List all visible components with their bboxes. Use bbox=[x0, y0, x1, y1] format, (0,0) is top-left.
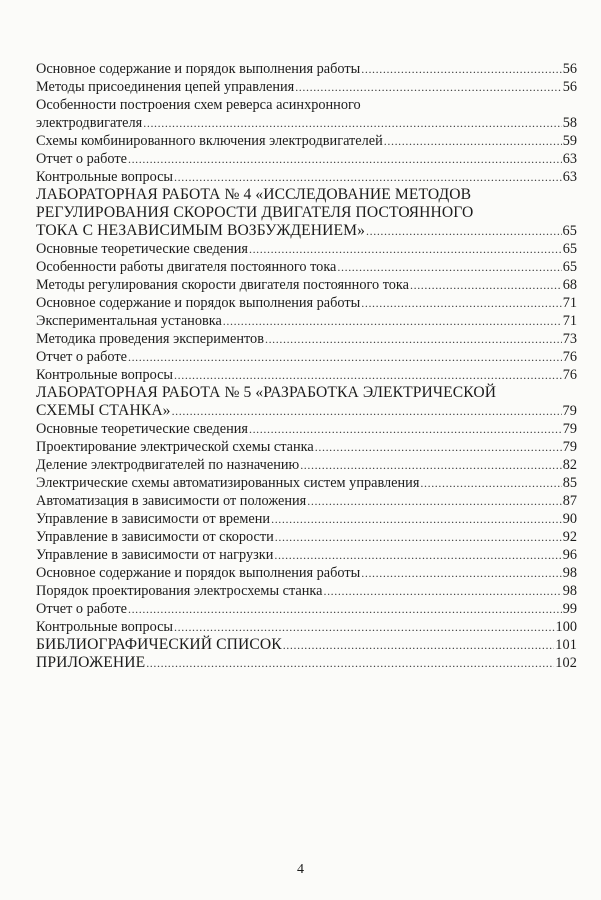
dot-leader bbox=[265, 330, 562, 348]
toc-page-number: 85 bbox=[562, 475, 577, 491]
dot-leader bbox=[271, 510, 562, 528]
toc-page-number: 100 bbox=[555, 619, 577, 635]
toc-entry-title: Основные теоретические сведения bbox=[36, 241, 248, 257]
toc-entry-title: Методы регулирования скорости двигателя постоянного тока bbox=[36, 277, 409, 293]
toc-line bbox=[36, 114, 577, 132]
toc-page-number: 96 bbox=[562, 547, 577, 563]
dot-leader bbox=[128, 600, 562, 618]
toc-entry-title: Управление в зависимости от времени bbox=[36, 511, 271, 527]
toc-entry bbox=[36, 312, 577, 330]
toc-entry-title: БИБЛИОГРАФИЧЕСКИЙ СПИСОК bbox=[36, 636, 282, 653]
toc-entry bbox=[36, 168, 577, 186]
page-number: 4 bbox=[297, 862, 304, 877]
toc-entry bbox=[36, 420, 577, 438]
toc-line bbox=[36, 132, 577, 150]
dot-leader bbox=[249, 420, 562, 438]
toc-line bbox=[36, 186, 577, 204]
toc-page-number: 92 bbox=[562, 529, 577, 545]
toc-entry-title: Основное содержание и порядок выполнения работы bbox=[36, 61, 361, 77]
toc-entry-title: Основное содержание и порядок выполнения работы bbox=[36, 565, 361, 581]
toc-entry bbox=[36, 294, 577, 312]
toc-line bbox=[36, 366, 577, 384]
toc-line bbox=[36, 420, 577, 438]
toc-line bbox=[36, 60, 577, 78]
toc-entry-title: Электрические схемы автоматизированных систем управления bbox=[36, 475, 420, 491]
toc-entry-title: Отчет о работе bbox=[36, 349, 127, 365]
dot-leader bbox=[174, 366, 562, 384]
toc-page-number: 79 bbox=[562, 439, 577, 455]
dot-leader bbox=[337, 258, 561, 276]
table-of-contents bbox=[36, 60, 577, 672]
toc-line bbox=[36, 384, 577, 402]
toc-page-number: 79 bbox=[562, 421, 577, 437]
dot-leader bbox=[307, 492, 561, 510]
dot-leader bbox=[172, 402, 562, 420]
dot-leader bbox=[420, 474, 561, 492]
dot-leader bbox=[128, 348, 562, 366]
toc-page-number: 71 bbox=[562, 295, 577, 311]
dot-leader bbox=[361, 60, 561, 78]
toc-entry-title: электродвигателя bbox=[36, 115, 143, 131]
toc-page-number: 65 bbox=[562, 223, 577, 239]
toc-line bbox=[36, 150, 577, 168]
toc-page-number: 98 bbox=[562, 565, 577, 581]
toc-entry-title: ПРИЛОЖЕНИЕ bbox=[36, 654, 146, 671]
toc-entry bbox=[36, 564, 577, 582]
toc-entry-title: Проектирование электрической схемы станка bbox=[36, 439, 314, 455]
toc-entry-title: ТОКА С НЕЗАВИСИМЫМ ВОЗБУЖДЕНИЕМ» bbox=[36, 222, 366, 239]
toc-entry-title: ЛАБОРАТОРНАЯ РАБОТА № 5 «РАЗРАБОТКА ЭЛЕКТРИЧЕСКОЙ bbox=[36, 384, 497, 401]
dot-leader bbox=[384, 132, 562, 150]
toc-entry bbox=[36, 258, 577, 276]
toc-page-number: 56 bbox=[562, 79, 577, 95]
toc-line bbox=[36, 330, 577, 348]
toc-entry-title: Экспериментальная установка bbox=[36, 313, 222, 329]
toc-entry bbox=[36, 492, 577, 510]
toc-entry-title: Отчет о работе bbox=[36, 601, 127, 617]
toc-page-number: 99 bbox=[562, 601, 577, 617]
dot-leader bbox=[223, 312, 562, 330]
toc-entry-title: Методы присоединения цепей управления bbox=[36, 79, 295, 95]
toc-page-number: 90 bbox=[562, 511, 577, 527]
toc-line bbox=[36, 276, 577, 294]
toc-entry bbox=[36, 348, 577, 366]
toc-entry-title: Контрольные вопросы bbox=[36, 619, 174, 635]
toc-line bbox=[36, 564, 577, 582]
toc-entry bbox=[36, 96, 577, 132]
toc-line bbox=[36, 222, 577, 240]
toc-entry-title: Автоматизация в зависимости от положения bbox=[36, 493, 307, 509]
toc-line bbox=[36, 348, 577, 366]
dot-leader bbox=[361, 564, 561, 582]
dot-leader bbox=[300, 456, 562, 474]
toc-entry-title: Управление в зависимости от нагрузки bbox=[36, 547, 274, 563]
toc-entry bbox=[36, 276, 577, 294]
toc-page-number: 63 bbox=[562, 151, 577, 167]
toc-entry-title: Основное содержание и порядок выполнения работы bbox=[36, 295, 361, 311]
toc-page-number: 79 bbox=[562, 403, 577, 419]
toc-page-number: 58 bbox=[562, 115, 577, 131]
toc-entry-title: Схемы комбинированного включения электродвигателей bbox=[36, 133, 383, 149]
toc-line bbox=[36, 78, 577, 96]
toc-entry bbox=[36, 330, 577, 348]
toc-line bbox=[36, 456, 577, 474]
toc-line bbox=[36, 600, 577, 618]
dot-leader bbox=[410, 276, 562, 294]
toc-entry bbox=[36, 546, 577, 564]
toc-page-number: 82 bbox=[562, 457, 577, 473]
toc-line bbox=[36, 510, 577, 528]
dot-leader bbox=[128, 150, 562, 168]
toc-line bbox=[36, 618, 577, 636]
dot-leader bbox=[275, 528, 562, 546]
toc-entry-title: РЕГУЛИРОВАНИЯ СКОРОСТИ ДВИГАТЕЛЯ ПОСТОЯННОГО bbox=[36, 204, 474, 221]
toc-entry bbox=[36, 528, 577, 546]
dot-leader bbox=[143, 114, 561, 132]
dot-leader bbox=[146, 654, 554, 672]
toc-entry bbox=[36, 600, 577, 618]
toc-line bbox=[36, 96, 577, 114]
dot-leader bbox=[174, 168, 562, 186]
toc-line bbox=[36, 636, 577, 654]
toc-section-heading bbox=[36, 654, 577, 672]
toc-entry bbox=[36, 618, 577, 636]
dot-leader bbox=[283, 636, 555, 654]
toc-line bbox=[36, 204, 577, 222]
dot-leader bbox=[274, 546, 561, 564]
toc-entry-title: СХЕМЫ СТАНКА» bbox=[36, 402, 171, 419]
dot-leader bbox=[323, 582, 561, 600]
toc-page-number: 73 bbox=[562, 331, 577, 347]
toc-line bbox=[36, 168, 577, 186]
toc-line bbox=[36, 528, 577, 546]
toc-section-heading bbox=[36, 186, 577, 240]
toc-line bbox=[36, 312, 577, 330]
toc-entry bbox=[36, 60, 577, 78]
toc-entry-title: Контрольные вопросы bbox=[36, 367, 174, 383]
toc-page-number: 59 bbox=[562, 133, 577, 149]
toc-page-number: 87 bbox=[562, 493, 577, 509]
toc-line bbox=[36, 240, 577, 258]
toc-entry-title: Методика проведения экспериментов bbox=[36, 331, 264, 347]
toc-entry-title: ЛАБОРАТОРНАЯ РАБОТА № 4 «ИССЛЕДОВАНИЕ МЕТОДОВ bbox=[36, 186, 472, 203]
toc-entry bbox=[36, 582, 577, 600]
toc-section-heading bbox=[36, 636, 577, 654]
toc-line bbox=[36, 492, 577, 510]
dot-leader bbox=[295, 78, 562, 96]
toc-line bbox=[36, 258, 577, 276]
toc-page-number: 71 bbox=[562, 313, 577, 329]
toc-entry-title: Основные теоретические сведения bbox=[36, 421, 248, 437]
toc-entry bbox=[36, 132, 577, 150]
toc-entry-title: Особенности построения схем реверса асинхронного bbox=[36, 97, 361, 113]
toc-page-number: 101 bbox=[555, 637, 577, 653]
toc-entry bbox=[36, 510, 577, 528]
toc-page-number: 56 bbox=[562, 61, 577, 77]
dot-leader bbox=[174, 618, 555, 636]
toc-entry bbox=[36, 150, 577, 168]
toc-section-heading bbox=[36, 384, 577, 420]
toc-line bbox=[36, 546, 577, 564]
toc-page-number: 102 bbox=[555, 655, 577, 671]
toc-entry-title: Порядок проектирования электросхемы станка bbox=[36, 583, 323, 599]
toc-entry-title: Особенности работы двигателя постоянного тока bbox=[36, 259, 337, 275]
dot-leader bbox=[366, 222, 561, 240]
toc-entry-title: Управление в зависимости от скорости bbox=[36, 529, 274, 545]
toc-page-number: 63 bbox=[562, 169, 577, 185]
toc-line bbox=[36, 402, 577, 420]
toc-line bbox=[36, 474, 577, 492]
toc-entry-title: Деление электродвигателей по назначению bbox=[36, 457, 300, 473]
toc-entry bbox=[36, 366, 577, 384]
toc-line bbox=[36, 294, 577, 312]
dot-leader bbox=[249, 240, 562, 258]
toc-page-number: 68 bbox=[562, 277, 577, 293]
toc-entry bbox=[36, 438, 577, 456]
toc-entry bbox=[36, 456, 577, 474]
toc-entry-title: Контрольные вопросы bbox=[36, 169, 174, 185]
toc-entry bbox=[36, 474, 577, 492]
toc-page-number: 65 bbox=[562, 259, 577, 275]
toc-page-number: 76 bbox=[562, 349, 577, 365]
toc-page-number: 98 bbox=[562, 583, 577, 599]
toc-entry bbox=[36, 240, 577, 258]
toc-line bbox=[36, 438, 577, 456]
dot-leader bbox=[361, 294, 561, 312]
toc-entry bbox=[36, 78, 577, 96]
toc-page-number: 65 bbox=[562, 241, 577, 257]
toc-entry-title: Отчет о работе bbox=[36, 151, 127, 167]
dot-leader bbox=[315, 438, 562, 456]
toc-line bbox=[36, 654, 577, 672]
toc-line bbox=[36, 582, 577, 600]
toc-page-number: 76 bbox=[562, 367, 577, 383]
